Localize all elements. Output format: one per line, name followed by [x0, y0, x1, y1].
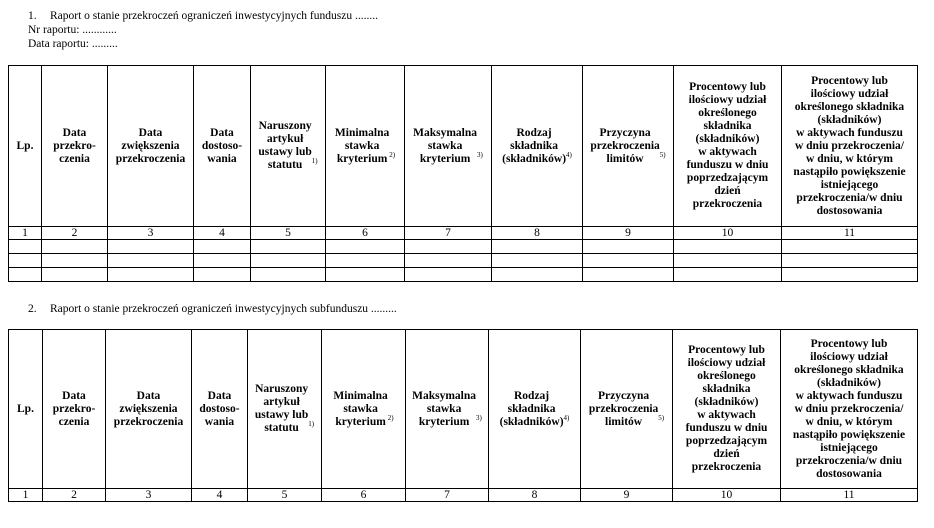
section1-header-row: [9, 66, 918, 227]
section1-header: [28, 9, 378, 51]
empty-cell[interactable]: [782, 254, 918, 268]
empty-cell[interactable]: [405, 268, 492, 282]
column-header-label: Data zwiększenia przekroczenia: [113, 389, 184, 428]
section2-header: [28, 302, 397, 316]
column-header: [673, 330, 781, 489]
empty-cell[interactable]: [42, 240, 108, 254]
column-number-cell: 8: [489, 489, 581, 502]
empty-cell[interactable]: [782, 268, 918, 282]
column-number-cell: 10: [673, 489, 781, 502]
empty-cell[interactable]: [326, 240, 405, 254]
empty-cell[interactable]: [251, 254, 326, 268]
footnote-marker: 2): [387, 413, 394, 422]
section1-table: [8, 65, 918, 282]
empty-cell[interactable]: [42, 268, 108, 282]
column-header: [42, 66, 108, 227]
column-header-label: Procentowy lub ilościowy udział określonego składnika (składników) w aktywach funduszu w dniu poprzedzającym dzień przekroczenia: [686, 81, 769, 210]
column-number-cell: 2: [42, 227, 108, 240]
empty-cell[interactable]: [9, 254, 42, 268]
column-number-cell: 6: [322, 489, 406, 502]
column-header: [326, 66, 405, 227]
column-header-label: Data dostoso- wania: [199, 389, 240, 428]
empty-cell[interactable]: [9, 268, 42, 282]
column-header-label: Naruszony artykuł ustawy lub statutu: [254, 383, 309, 434]
column-header: [194, 66, 251, 227]
column-header-label: Minimalna stawka kryterium: [333, 389, 388, 428]
section2-header-row: [9, 330, 918, 489]
empty-cell[interactable]: [9, 240, 42, 254]
footnote-marker: 3): [477, 150, 483, 159]
section2-number: 2.: [28, 303, 37, 315]
empty-cell[interactable]: [108, 254, 194, 268]
column-header: [251, 66, 326, 227]
column-header: [674, 66, 782, 227]
column-header: [405, 66, 492, 227]
column-header: [781, 330, 918, 489]
column-header-label: Procentowy lub ilościowy udział określonego składnika (składników) w aktywach funduszu w dniu poprzedzającym dzień przekroczenia: [685, 344, 768, 473]
empty-cell[interactable]: [194, 254, 251, 268]
empty-cell[interactable]: [194, 268, 251, 282]
column-number-cell: 1: [9, 227, 42, 240]
column-number-cell: 11: [782, 227, 918, 240]
section1-title-line: [28, 9, 378, 23]
column-header: [322, 330, 406, 489]
column-header-label: Procentowy lub ilościowy udział określonego składnika (składników) w aktywach funduszu w dniu przekroczenia/ w dniu, w którym nastąpiło powiększenie istniejącego przekroczenia/w dniu dostosowania: [793, 74, 906, 217]
empty-cell[interactable]: [108, 268, 194, 282]
column-header-label: Maksymalna stawka kryterium: [412, 389, 477, 428]
column-number-cell: 4: [192, 489, 248, 502]
column-number-cell: 5: [248, 489, 322, 502]
footnote-marker: 3): [476, 413, 482, 422]
column-number-cell: 11: [781, 489, 918, 502]
empty-cell[interactable]: [492, 268, 583, 282]
column-number-cell: 4: [194, 227, 251, 240]
column-header: [406, 330, 489, 489]
column-number-cell: 3: [106, 489, 192, 502]
column-number-cell: 1: [9, 489, 43, 502]
empty-cell[interactable]: [194, 240, 251, 254]
empty-cell[interactable]: [42, 254, 108, 268]
column-number-cell: 8: [492, 227, 583, 240]
empty-cell[interactable]: [326, 254, 405, 268]
footnote-marker: 5): [658, 413, 665, 422]
column-header: [9, 66, 42, 227]
column-header-label: Data zwiększenia przekroczenia: [115, 126, 186, 165]
column-header-label: Data przekro- czenia: [53, 126, 96, 165]
column-header-label: Data dostoso- wania: [201, 126, 243, 165]
empty-cell[interactable]: [492, 240, 583, 254]
section1-title: Raport o stanie przekroczeń ograniczeń inwestycyjnych funduszu ........: [50, 10, 378, 22]
column-number-cell: 2: [43, 489, 106, 502]
section1-empty-row: [9, 240, 918, 254]
column-header: [9, 330, 43, 489]
empty-cell[interactable]: [251, 268, 326, 282]
empty-cell[interactable]: [674, 254, 782, 268]
column-number-cell: 7: [405, 227, 492, 240]
column-number-cell: 9: [583, 227, 674, 240]
column-header: [106, 330, 192, 489]
report-number-line: Nr raportu: ............: [28, 24, 117, 36]
section2-table: [8, 329, 918, 502]
empty-cell[interactable]: [251, 240, 326, 254]
empty-cell[interactable]: [674, 240, 782, 254]
column-number-cell: 10: [674, 227, 782, 240]
section2-title-line: [28, 302, 397, 316]
empty-cell[interactable]: [405, 254, 492, 268]
column-header-label: Procentowy lub ilościowy udział określonego składnika (składników) w aktywach funduszu w dniu przekroczenia/ w dniu, w którym nastąpiło powiększenie istniejącego przekroczenia/w dniu dostosowania: [792, 337, 906, 480]
column-header-label: Przyczyna przekroczenia limitów: [590, 126, 660, 165]
column-header-label: Lp.: [16, 139, 34, 152]
column-header-label: Rodzaj składnika (składników): [502, 126, 567, 165]
section1-empty-row: [9, 254, 918, 268]
section1-empty-row: [9, 268, 918, 282]
footnote-marker: 4): [566, 150, 572, 159]
column-header-label: Maksymalna stawka kryterium: [413, 126, 478, 165]
empty-cell[interactable]: [326, 268, 405, 282]
section2-number-row: [9, 489, 918, 502]
column-header: [583, 66, 674, 227]
footnote-marker: 5): [659, 150, 666, 159]
section1-number: 1.: [28, 10, 37, 22]
empty-cell[interactable]: [492, 254, 583, 268]
column-number-cell: 9: [581, 489, 673, 502]
column-header-label: Rodzaj składnika (składników): [499, 389, 564, 428]
column-header: [43, 330, 106, 489]
report-date-line: Data raportu: .........: [28, 38, 118, 50]
column-header: [581, 330, 673, 489]
column-number-cell: 3: [108, 227, 194, 240]
empty-cell[interactable]: [782, 240, 918, 254]
footnote-marker: 4): [563, 413, 570, 422]
section2-title: Raport o stanie przekroczeń ograniczeń inwestycyjnych subfunduszu .........: [50, 303, 397, 315]
empty-cell[interactable]: [405, 240, 492, 254]
column-header: [108, 66, 194, 227]
empty-cell[interactable]: [674, 268, 782, 282]
column-number-cell: 7: [406, 489, 489, 502]
column-header-label: Lp.: [17, 402, 34, 415]
footnote-marker: 2): [389, 150, 396, 159]
footnote-marker: 1): [308, 420, 315, 429]
column-header: [492, 66, 583, 227]
column-header-label: Naruszony artykuł ustawy lub statutu: [258, 120, 312, 171]
column-header: [192, 330, 248, 489]
column-header: [248, 330, 322, 489]
empty-cell[interactable]: [583, 254, 674, 268]
column-header-label: Przyczyna przekroczenia limitów: [588, 389, 659, 428]
footnote-marker: 1): [311, 157, 318, 166]
section1-number-row: [9, 227, 918, 240]
column-header-label: Minimalna stawka kryterium: [334, 126, 390, 165]
column-header-label: Data przekro- czenia: [52, 389, 96, 428]
column-header: [489, 330, 581, 489]
empty-cell[interactable]: [583, 268, 674, 282]
column-header: [782, 66, 918, 227]
empty-cell[interactable]: [108, 240, 194, 254]
empty-cell[interactable]: [583, 240, 674, 254]
column-number-cell: 5: [251, 227, 326, 240]
column-number-cell: 6: [326, 227, 405, 240]
